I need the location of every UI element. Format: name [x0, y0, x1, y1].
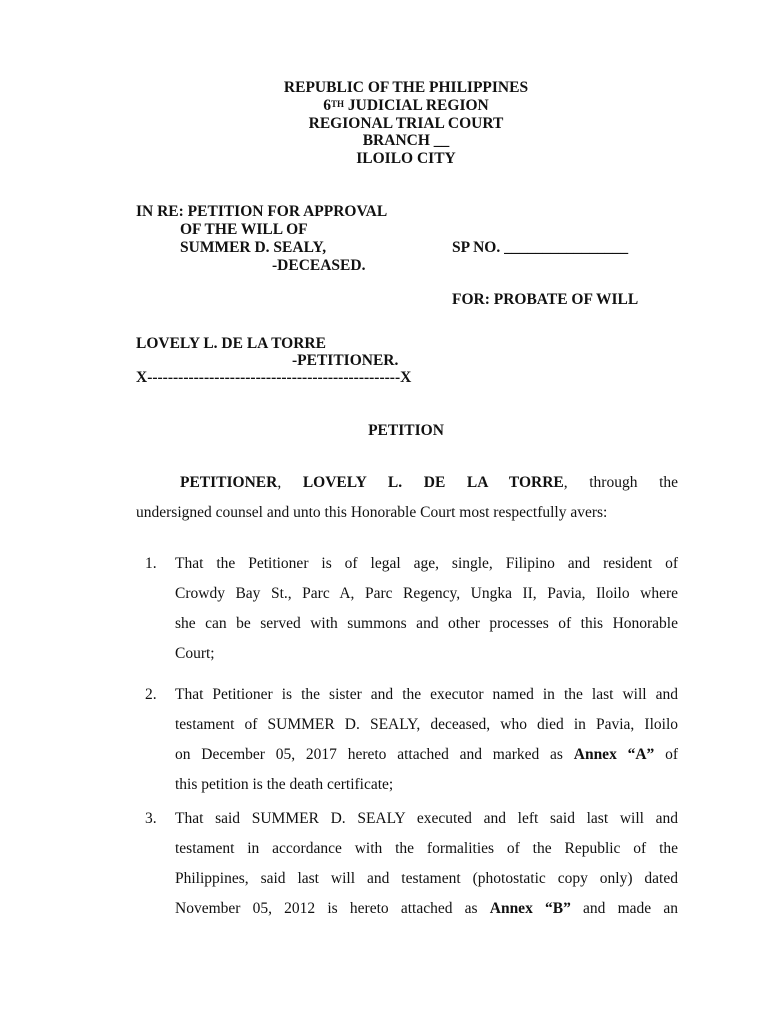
item-2-line: testament of SUMMER D. SEALY, deceased, who died in Pavia, Iloilo [175, 716, 678, 733]
item-1-line: she can be served with summons and other processes of this Honorable [175, 615, 678, 632]
header-judicial-region: 6TH JUDICIAL REGION [323, 97, 489, 114]
item-1-line: That the Petitioner is of legal age, single, Filipino and resident of [175, 555, 678, 572]
intro-line-1: PETITIONER, LOVELY L. DE LA TORRE, through the [180, 474, 679, 491]
annex-b-reference: Annex “B” [489, 900, 571, 917]
item-2-line: That Petitioner is the sister and the executor named in the last will and [175, 686, 678, 703]
item-2-line: on December 05, 2017 hereto attached and marked as Annex “A” of [175, 746, 678, 763]
header-branch: BRANCH __ [362, 132, 450, 149]
item-number: 2. [145, 686, 157, 703]
intro-line-2: undersigned counsel and unto this Honorable Court most respectfully avers: [136, 504, 608, 521]
item-number: 1. [145, 555, 157, 572]
item-1-line: Crowdy Bay St., Parc A, Parc Regency, Ungka II, Pavia, Iloilo where [175, 585, 678, 602]
document-title: PETITION [368, 422, 444, 439]
item-1-line: Court; [175, 645, 215, 662]
header-court: REGIONAL TRIAL COURT [308, 115, 504, 132]
caption-sp-no: SP NO. ________________ [452, 239, 629, 256]
item-3-line: That said SUMMER D. SEALY executed and left said last will and [175, 810, 678, 827]
annex-a-reference: Annex “A” [573, 746, 655, 763]
caption-for: FOR: PROBATE OF WILL [452, 291, 639, 308]
caption-will-of: OF THE WILL OF [180, 221, 308, 238]
item-3-line: testament in accordance with the formalities of the Republic of the [175, 840, 678, 857]
item-3-line: Philippines, said last will and testament (photostatic copy only) dated [175, 870, 678, 887]
header-city: ILOILO CITY [356, 150, 456, 167]
caption-petitioner-role: -PETITIONER. [292, 352, 399, 369]
item-2-line: this petition is the death certificate; [175, 776, 394, 793]
intro-paragraph [136, 468, 678, 528]
caption-deceased-name: SUMMER D. SEALY, [180, 239, 327, 256]
item-number: 3. [145, 810, 157, 827]
item-3-line: November 05, 2012 is hereto attached as Annex “B” and made an [175, 900, 679, 917]
caption-separator: X-------------------------------------------------X [136, 369, 412, 386]
caption-petitioner-name: LOVELY L. DE LA TORRE [136, 335, 326, 352]
item-3-paragraph [175, 804, 678, 924]
item-2-paragraph [175, 680, 678, 800]
caption-deceased-label: -DECEASED. [272, 257, 366, 274]
header-republic: REPUBLIC OF THE PHILIPPINES [283, 79, 529, 96]
caption-in-re: IN RE: PETITION FOR APPROVAL [136, 203, 388, 220]
item-1-paragraph [175, 549, 678, 669]
